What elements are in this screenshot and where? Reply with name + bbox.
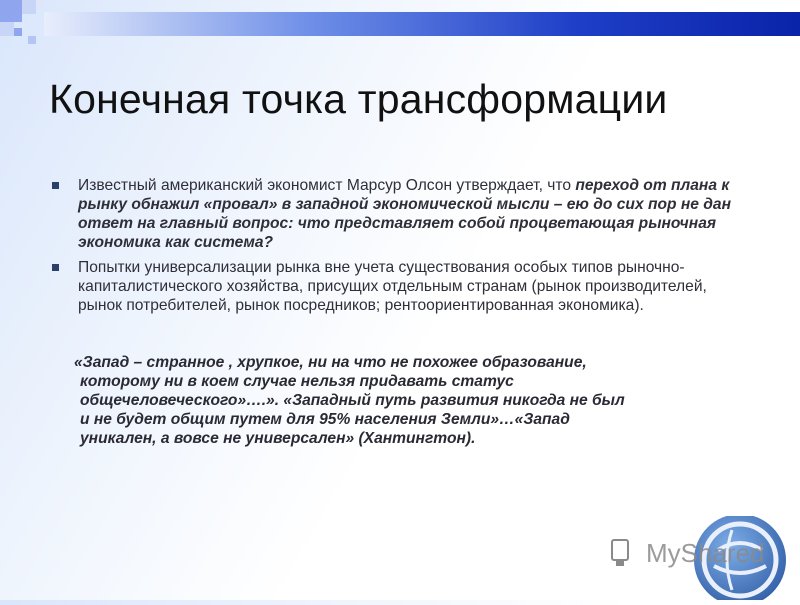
deco-square <box>14 28 22 36</box>
quote-line: уникален, а вовсе не универсален» (Хантингтон). <box>80 430 476 447</box>
bullet-emphasis: переход от плана к рынку обнажил «провал» в западной экономической мысли – ею до сих пор не дан ответ на главный вопрос: что представляет собой процветающая рыночная экономика как система? <box>78 177 732 251</box>
bullet-item <box>52 176 752 252</box>
quote-block <box>74 353 764 448</box>
bullet-square-icon <box>52 264 59 271</box>
slide-title: Конечная точка трансформации <box>49 76 668 122</box>
header-gradient-bar <box>44 12 800 36</box>
bullet-square-icon <box>52 182 59 189</box>
deco-square <box>36 0 44 8</box>
quote-line: общечеловеческого»….». «Западный путь развития никогда не был <box>80 392 625 409</box>
bullet-item <box>52 258 752 315</box>
quote-line: «Запад – странное , хрупкое, ни на что не похожее образование, <box>74 354 587 371</box>
deco-square <box>0 22 14 36</box>
deco-square <box>22 0 36 14</box>
myshared-logo <box>606 516 800 600</box>
quote-line: и не будет общим путем для 95% населения Земли»…«Запад <box>80 411 570 428</box>
bullet-list <box>52 176 752 321</box>
watermark-text: MyShared <box>646 538 765 568</box>
deco-square <box>0 0 22 22</box>
deco-square <box>28 36 36 44</box>
quote-line: которому ни в коем случае нельзя придавать статус <box>80 373 514 390</box>
bullet-text: Попытки универсализации рынка вне учета существования особых типов рыночно-капиталистического хозяйства, присущих отдельным странам (рынок производителей, рынок потребителей, рынок посредников; рентоориентированная экономика). <box>78 259 707 314</box>
bullet-text: Известный американский экономист Марсур Олсон утверждает, что <box>78 177 576 194</box>
